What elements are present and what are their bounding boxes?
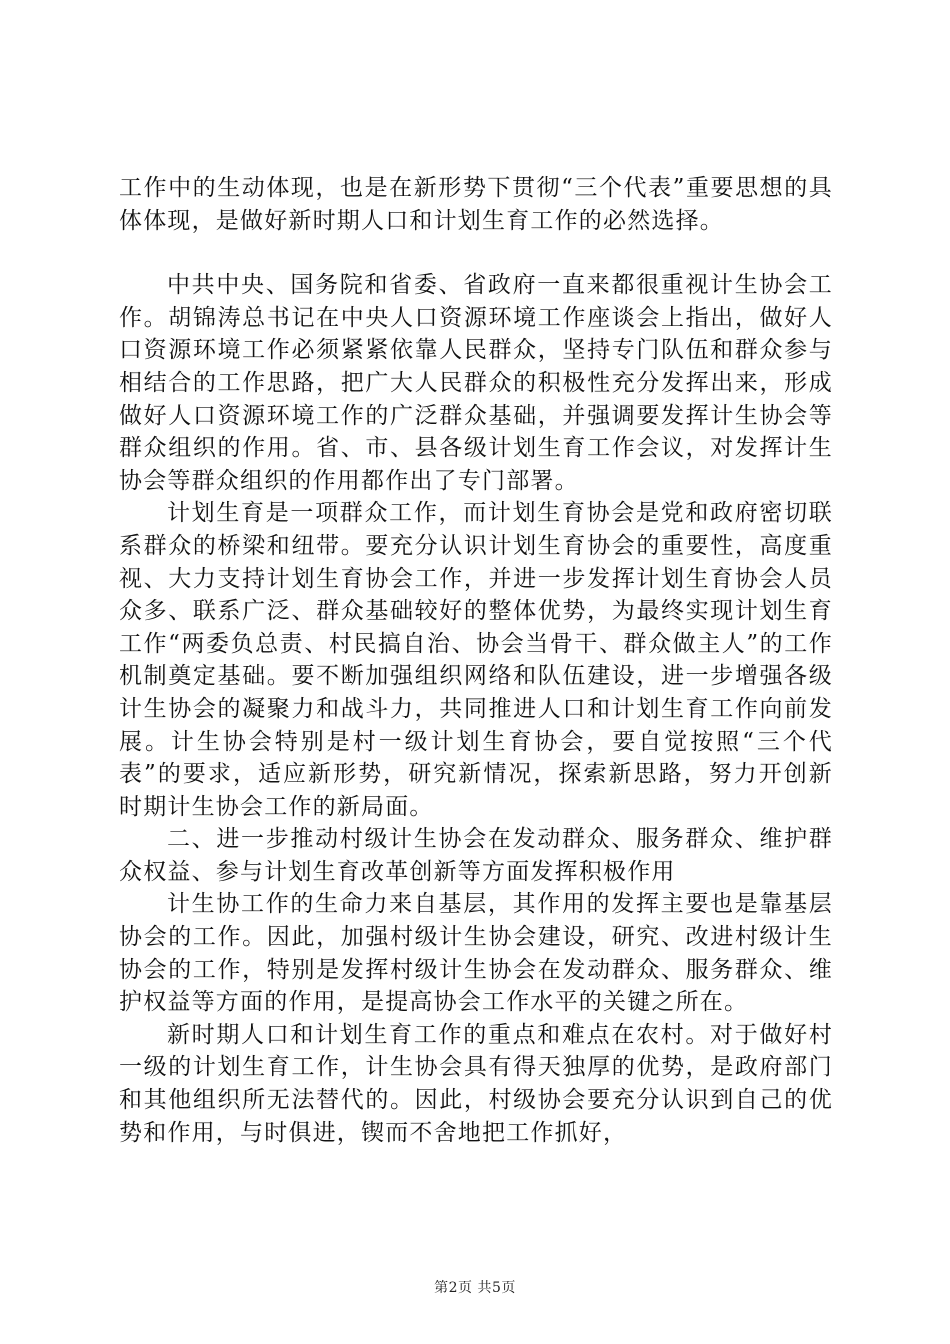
- page-number-footer: 第2页 共5页: [434, 1280, 516, 1296]
- section-heading: 二、进一步推动村级计生协会在发动群众、服务群众、维护群众权益、参与计划生育改革创新等方面发挥积极作用: [119, 826, 833, 885]
- paragraph: 新时期人口和计划生育工作的重点和难点在农村。对于做好村一级的计划生育工作，计生协会具有得天独厚的优势，是政府部门和其他组织所无法替代的。因此，村级协会要充分认识到自己的优势和作用，与时俱进，锲而不舍地把工作抓好，: [119, 1021, 833, 1146]
- paragraph: 中共中央、国务院和省委、省政府一直来都很重视计生协会工作。胡锦涛总书记在中央人口资源环境工作座谈会上指出，做好人口资源环境工作必须紧紧依靠人民群众，坚持专门队伍和群众参与相结合的工作思路，把广大人民群众的积极性充分发挥出来，形成做好人口资源环境工作的广泛群众基础，并强调要发挥计生协会等群众组织的作用。省、市、县各级计划生育工作会议，对发挥计生协会等群众组织的作用都作出了专门部署。: [119, 272, 833, 494]
- paragraph: 计生协工作的生命力来自基层，其作用的发挥主要也是靠基层协会的工作。因此，加强村级计生协会建设，研究、改进村级计生协会的工作，特别是发挥村级计生协会在发动群众、服务群众、维护权益等方面的作用，是提高协会工作水平的关键之所在。: [119, 891, 833, 1016]
- paragraph-gap: [119, 237, 833, 269]
- body-text: [119, 172, 833, 1149]
- paragraph: 计划生育是一项群众工作，而计划生育协会是党和政府密切联系群众的桥梁和纽带。要充分认识计划生育协会的重要性，高度重视、大力支持计划生育协会工作，并进一步发挥计划生育协会人员众多、联系广泛、群众基础较好的整体优势，为最终实现计划生育工作“两委负总责、村民搞自治、协会当骨干、群众做主人”的工作机制奠定基础。要不断加强组织网络和队伍建设，进一步增强各级计生协会的凝聚力和战斗力，共同推进人口和计划生育工作向前发展。计生协会特别是村一级计划生育协会，要自觉按照“三个代表”的要求，适应新形势，研究新情况，探索新思路，努力开创新时期计生协会工作的新局面。: [119, 500, 833, 820]
- paragraph-continuation: 工作中的生动体现，也是在新形势下贯彻“三个代表”重要思想的具体体现，是做好新时期人口和计划生育工作的必然选择。: [119, 175, 833, 234]
